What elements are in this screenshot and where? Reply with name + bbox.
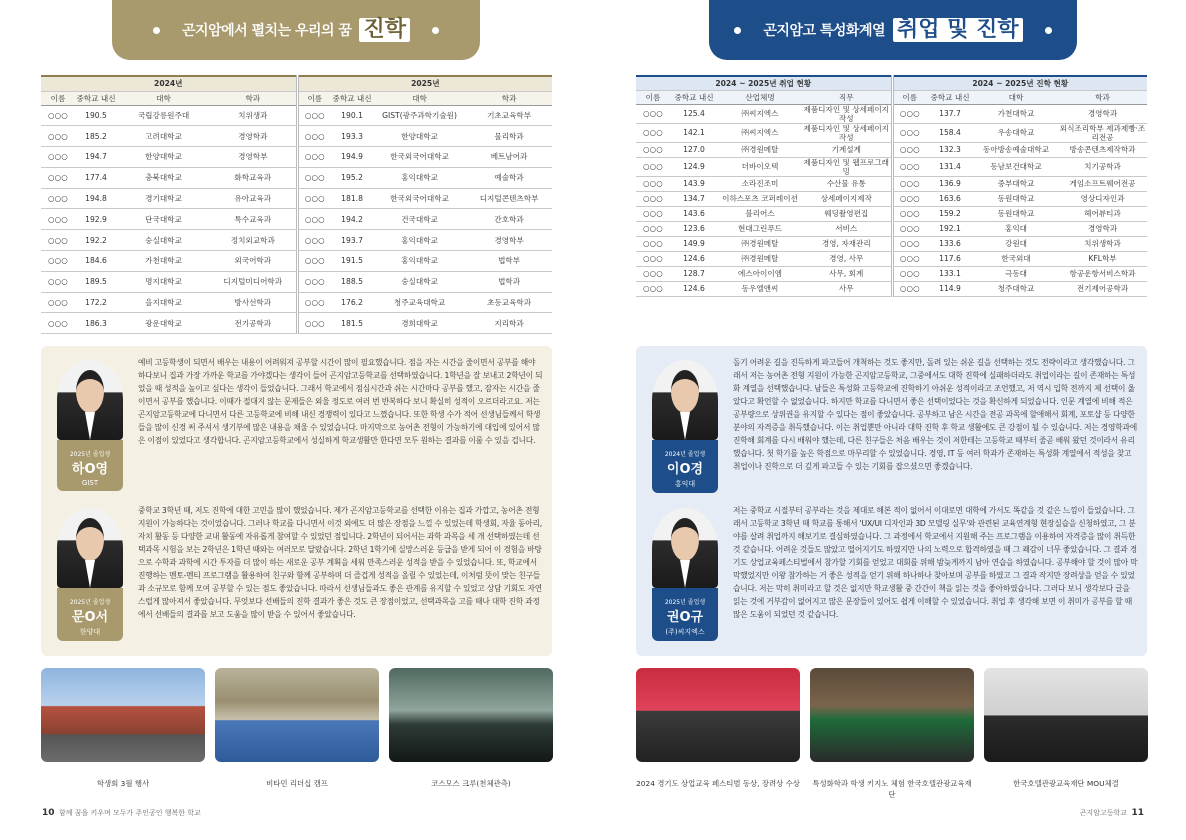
table-cell: 경영학과 [210,126,297,147]
table-cell: ○○○ [636,142,670,157]
table-cell: 193.3 [331,126,373,147]
table-cell: 베트남어과 [466,147,552,168]
table-cell: 143.9 [670,176,718,191]
testimonial-text: 예비 고등학생이 되면서 배우는 내용이 어려워져 공부할 시간이 많이 필요했습니다. 점을 자는 시간을 줄이면서 공부를 해야 하다보니 집과 가장 가까운 학교를 가야겠다는 생각이 들어 곤지암고등학교를 선택하였습니다. 1학년을 잘 보내고 2학년이 되었을 때 성적을 높이고 싶다는 생각이 들었습니다. 그래서 학교에서 점심시간과 쉬는 시간마다 공부를 했고, 잠자는 시간을 줄이면서 공부를 했습니다. 이때가 절대지 않는 문제들은 외울 정도로 여러 번 반복하다 보니 확실히 성적이 오르더라고요. 저는 곤지암고등학교에 다니면서 다른 고등학교에 비해 내신 경쟁력이 있다고 느꼈습니다. 또한 학생 수가 적어 선생님들께서 학생들을 많이 신경 써 주셔서 생기부에 많은 내용을 채울 수 있었습니다. 마지막으로 농어촌 전형이 가능하기에 대입에 있어서 많은 이점이 있었다고 생각합니다. 곤지암고등학교에서 성실하게 학교생활만 한다면 모두 원하는 결과를 이룰 수 있을 겁니다. [138,358,543,445]
table-cell: ○○○ [892,281,926,296]
column-header: 중학교 내신 [926,90,974,104]
photo-caption: 학생회 3월 행사 [96,779,150,788]
table-row [41,251,552,272]
table-cell: ○○○ [297,292,331,313]
table-cell: ○○○ [636,251,670,266]
table-cell: 181.8 [331,188,373,209]
table-cell: 194.7 [75,147,117,168]
table-cell: ○○○ [41,167,75,188]
table-cell: ○○○ [892,191,926,206]
table-cell: ○○○ [297,105,331,126]
table-cell: 웨딩촬영편집 [802,206,892,221]
table-cell: 특수교육과 [210,209,297,230]
event-photo [41,668,205,762]
student-profile [649,360,721,493]
table-cell: 128.7 [670,266,718,281]
table-cell: 경영학부 [210,147,297,168]
table-cell: 기초교육학부 [466,105,552,126]
table-cell: 경영학과 [1058,221,1147,236]
table-cell: 제품디자인 및 웹프로그래밍 [802,157,892,176]
graduate-label: 2025년 졸업생 [69,599,111,606]
table-cell: 청주대학교 [974,281,1058,296]
table-cell: 외국어학과 [210,251,297,272]
table-cell: 청주교육대학교 [373,292,466,313]
table-cell: 수산물 유통 [802,176,892,191]
column-header: 이름 [892,90,926,104]
table-cell: 194.9 [331,147,373,168]
table-cell: 건국대학교 [373,209,466,230]
table-cell: ○○○ [892,157,926,176]
table-cell: ㈜경원메탈 [718,251,802,266]
table-cell: 한국외국어대학교 [373,188,466,209]
table-cell: ㈜씨지엑스 [718,104,802,123]
graduate-label: 2024년 졸업생 [664,451,706,458]
table-cell: 지리학과 [466,313,552,334]
festival-photo [636,668,800,762]
column-header: 이름 [41,91,75,105]
table-cell: ○○○ [297,251,331,272]
right-page [593,0,1186,840]
table-cell: ○○○ [636,266,670,281]
table-cell: 예술학과 [466,167,552,188]
table-cell: 동우엘앤씨 [718,281,802,296]
table-row [636,191,1147,206]
camp-photo [215,668,379,762]
testimonial-text: 중학교 3학년 때, 저도 진학에 대한 고민을 많이 했었습니다. 제가 곤지암고등학교를 선택한 이유는 집과 가깝고, 농어촌 전형 지원이 가능하다는 것이었습니다. 그러나 학교를 다니면서 이것 외에도 더 많은 장점을 느낄 수 있었는데 학생회, 자율 동아리, 자치 활동 등 다양한 교내 활동에 자유롭게 참여할 수 있었던 점입니다. 2학년이 되어서는 과학 과목을 세 개 선택하였는데 선택과목 시험을 보는 2학년은 1학년 때와는 여러모로 달랐습니다. 2학년 1학기에 실망스러운 등급을 받게 되어 이 경험을 바탕으로 수학과 과학에 시간 투자를 더 많이 하는 새로운 공부 계획을 세워 만족스러운 성적을 받을 수 있었습니다. 또, 학교에서 진행하는 멘토-멘티 프로그램을 활용하여 친구와 함께 공부하며 더 즐겁게 성적을 올릴 수 있었는데, 이처럼 뜻이 맞는 친구들과 소규모로 함께 모여 공부할 수 있는 점도 좋았습니다. 따라서 선생님들과도 좋은 관계를 유지할 수 있었고 상담 기회도 자연스럽게 많아져서 좋았습니다. 무엇보다 선배들의 진학 결과가 좋은 것도 큰 장점이었고, 선택과목을 고를 때나 대학 진학 과정에서 선배들의 결과를 보고 도움을 많이 받을 수 있어서 좋았습니다. [138,506,542,619]
student-school: (주)씨지엑스 [665,628,705,636]
table-cell: ○○○ [41,251,75,272]
table-cell: 181.5 [331,313,373,334]
table-cell: ○○○ [892,236,926,251]
table-cell: 홍익대 [974,221,1058,236]
table-cell: 디지털콘텐츠학부 [466,188,552,209]
table-cell: ○○○ [41,188,75,209]
casino-photo [810,668,974,762]
table-cell: ○○○ [892,176,926,191]
table-cell: 영상디자인과 [1058,191,1147,206]
table-cell: 190.1 [331,105,373,126]
table-cell: 한국외국어대학교 [373,147,466,168]
left-banner [112,0,480,60]
testimonial-text: 돌기 어려운 길을 진득하게 파고들어 개척하는 것도 좋지만, 돌려 있는 쉬운 길을 선택하는 것도 전략이라고 생각했습니다. 그래서 저는 농어촌 전형 지원이 가능한 곤지암고등학교, 그중에서도 대학 진학에 실패하더라도 취업이라는 길이 존재하는 특성화 계열을 선택했습니다. 남들은 특성화 고등학교에 진학하기 아쉬운 성적이라고 조언했고, 저 역시 입학 전까지 제 선택이 옳았다고 확언할 수 없었습니다. 하지만 학교를 다니면서 좋은 선택이었다는 것을 확신하게 되었습니다. 인문 계열에 비해 적은 공부량으로 상위권을 유지할 수 있다는 점이 좋았습니다. 공부하고 남은 시간을 전공 과목에 할애해서 회계, 포토샵 등 다양한 분야의 자격증을 취득했습니다. 이는 취업뿐만 아니라 대학 진학 후 학교 생활에도 큰 강점이 될 수 있습니다. 저는 경영학과에 진학해 회계를 다시 배워야 했는데, 다른 친구들은 처음 배우는 것이 저한테는 고등학교 때부터 줄곧 배워 왔던 것이라서 유리했습니다. 첫 학기를 높은 학점으로 마무리할 수 있었습니다. 경영, IT 등 여러 학과가 존재하는 특성화 계열에서 적성을 찾고 취업이나 진학으로 더 깊게 파고들 수 있는 기회를 잡으셨으면 좋겠습니다. [733,358,1137,471]
table-cell: ○○○ [297,313,331,334]
table-cell: ○○○ [297,188,331,209]
table-cell: 현대그린푸드 [718,221,802,236]
footer-text: 곤지암고등학교 [1079,809,1128,817]
table-cell: 방사선학과 [210,292,297,313]
table-row [41,230,552,251]
table-cell: KFL학부 [1058,251,1147,266]
table-cell: 142.1 [670,123,718,142]
table-cell: 유아교육과 [210,188,297,209]
column-header: 대학 [373,91,466,105]
testimonial-text: 저는 중학교 시절부터 공부라는 것을 제대로 해본 적이 없어서 이대로면 대학에 가서도 똑같을 것 같은 느낌이 들었습니다. 그래서 고등학교 3학년 때 학교를 통해서 'UX/UI 디자인과 3D 모델링 실무'와 관련된 교육연계형 현장실습을 신청하였고, 그 분야를 살려 취업까지 해보기로 결심하였습니다. 그 과정에서 학교에서 지원해 주는 프로그램을 이용하여 자격증을 많이 취득한 것 같습니다. 어려운 것들도 많았고 떨어지기도 하였지만 나의 노력으로 합격하였을 때 그 쾌감이 너무 좋았습니다. 그 결과 경기도 상업교육페스티벌에서 참가할 기회를 얻었고 대회를 위해 밤늦게까지 남아 연습을 하였습니다. 공부해야 할 것이 많아 막막했었지만 이왕 참가하는 거 좋은 성적을 얻기 위해 하나하나 찾아보며 공부를 하였고 그 결과 작지만 장려상을 얻을 수 있었습니다. 저는 막히 취미라고 할 것은 없지만 학교생활 중 간간이 책을 읽는 것을 좋아하였습니다. 그러다 보니 생각보다 글을 읽는 것에 거부감이 없어지고 많은 문장들이 있어도 쉽게 이해할 수 있었습니다. 취업 후 생각해 보면 이 취미가 공부를 할 때 많은 도움이 되었던 것 같습니다. [733,506,1138,619]
student-photo [57,360,123,440]
table-cell: 가천대학교 [117,251,210,272]
table-cell: ○○○ [41,271,75,292]
table-cell: ○○○ [297,147,331,168]
column-header: 중학교 내신 [75,91,117,105]
table-cell: 117.6 [926,251,974,266]
table-cell: 133.6 [926,236,974,251]
column-header: 학과 [1058,90,1147,104]
table-cell: ○○○ [636,221,670,236]
table-cell: 192.1 [926,221,974,236]
table-cell: 치위생학과 [1058,236,1147,251]
table-cell: 194.2 [331,209,373,230]
table-cell: ㈜씨지엑스 [718,123,802,142]
column-header: 직무 [802,90,892,104]
column-header: 중학교 내신 [331,91,373,105]
photo-caption: 특성화학과 학생 키지노 체험 한국호텔관광교육재단 [812,779,972,799]
student-school: 한양대 [79,628,101,636]
table-row [41,126,552,147]
table-row [636,176,1147,191]
table-cell: 189.5 [75,271,117,292]
table-cell: ○○○ [297,271,331,292]
table-cell: 185.2 [75,126,117,147]
table-row [636,266,1147,281]
table-cell: ○○○ [892,221,926,236]
table-cell: ○○○ [41,126,75,147]
table-cell: 에스아이이엠 [718,266,802,281]
student-profile [54,360,126,491]
table-cell: 124.6 [670,251,718,266]
table-cell: 더바이오텍 [718,157,802,176]
table-row [636,221,1147,236]
table-cell: 177.4 [75,167,117,188]
student-school: 홍익대 [674,480,696,488]
right-banner [709,0,1077,60]
table-cell: 제품디자인 및 상세페이지 작성 [802,104,892,123]
page-number: 10 [42,808,55,818]
table-row [41,209,552,230]
table-cell: 항공운항서비스학과 [1058,266,1147,281]
table-cell: 을지대학교 [117,292,210,313]
table-cell: 치기공학과 [1058,157,1147,176]
table-group-employment: 2024 ~ 2025년 취업 현황 [636,76,892,90]
page-number: 11 [1131,808,1144,818]
table-cell: ㈜경원메탈 [718,236,802,251]
photo-caption: 한국호텔관광교육재단 MOU체결 [1013,779,1119,788]
table-cell: 188.5 [331,271,373,292]
table-cell: 한국외대 [974,251,1058,266]
student-photo [57,508,123,588]
table-cell: ○○○ [41,292,75,313]
table-cell: 기계설계 [802,142,892,157]
table-cell: ㈜경원메탈 [718,142,802,157]
banner-highlight: 취업 및 진학 [893,18,1023,42]
table-cell: ○○○ [297,230,331,251]
table-cell: 충북대학교 [117,167,210,188]
table-cell: 137.7 [926,104,974,123]
table-cell: 132.3 [926,142,974,157]
table-cell: 149.9 [670,236,718,251]
table-cell: ○○○ [892,206,926,221]
table-cell: ○○○ [892,251,926,266]
table-cell: ○○○ [636,157,670,176]
table-cell: ○○○ [636,104,670,123]
table-cell: 물리학과 [466,126,552,147]
table-cell: ○○○ [892,142,926,157]
table-cell: 단국대학교 [117,209,210,230]
table-row [636,157,1147,176]
footer [1080,808,1144,818]
student-name: 권O규 [666,610,704,625]
table-cell: ○○○ [636,236,670,251]
table-cell: 193.7 [331,230,373,251]
table-cell: 사무 [802,281,892,296]
column-header: 중학교 내신 [670,90,718,104]
table-cell: 192.2 [75,230,117,251]
table-cell: 경영, 사무 [802,251,892,266]
table-cell: ○○○ [636,191,670,206]
banner-title: 곤지암고 특성화계열 [763,23,885,39]
table-row [41,167,552,188]
table-cell: ○○○ [297,167,331,188]
table-cell: 디지털미디어학과 [210,271,297,292]
bullet-dot-icon [734,27,741,34]
table-cell: ○○○ [41,313,75,334]
table-group-university: 2024 ~ 2025년 진학 현황 [892,76,1147,90]
table-row [41,271,552,292]
table-cell: 176.2 [331,292,373,313]
table-cell: 동남보건대학교 [974,157,1058,176]
table-row [636,142,1147,157]
table-cell: 블리어스 [718,206,802,221]
table-cell: 134.7 [670,191,718,206]
table-cell: ○○○ [636,176,670,191]
column-header: 이름 [297,91,331,105]
mou-photo [984,668,1148,762]
bullet-dot-icon [1045,27,1052,34]
table-cell: 전기제어공학과 [1058,281,1147,296]
photo-caption: 비타민 리더십 캠프 [266,779,328,788]
table-cell: 외식조리학부 제과제빵·조리전공 [1059,123,1146,142]
table-cell: 114.9 [926,281,974,296]
table-cell: 법학부 [466,251,552,272]
column-header: 대학 [974,90,1058,104]
table-cell: 초등교육학과 [466,292,552,313]
table-cell: 소라진조미 [718,176,802,191]
table-cell: 홍익대학교 [373,230,466,251]
table-cell: 법학과 [466,271,552,292]
column-header: 학과 [466,91,552,105]
table-cell: ○○○ [892,266,926,281]
table-cell: 방송콘텐츠제작학과 [1058,142,1147,157]
table-row [636,206,1147,221]
table-cell: 전기공학과 [210,313,297,334]
table-cell: 이하스포츠 코퍼레이션 [718,191,802,206]
table-cell: 124.9 [670,157,718,176]
table-cell: 192.9 [75,209,117,230]
table-cell: 172.2 [75,292,117,313]
table-cell: 강원대 [974,236,1058,251]
table-row [636,123,1147,142]
table-cell: 186.3 [75,313,117,334]
student-name: 하O영 [71,462,109,477]
table-cell: 국립강릉원주대 [117,105,210,126]
table-cell: ○○○ [892,104,926,123]
table-cell: 숭실대학교 [373,271,466,292]
university-admission-table [41,75,552,334]
table-cell: 서비스 [802,221,892,236]
table-cell: 한양대학교 [117,147,210,168]
footer [42,808,201,818]
table-cell: 184.6 [75,251,117,272]
table-cell: ○○○ [41,209,75,230]
table-cell: 190.5 [75,105,117,126]
table-cell: 125.4 [670,104,718,123]
table-cell: 경영, 자재관리 [802,236,892,251]
table-cell: 경기대학교 [117,188,210,209]
table-cell: ○○○ [297,209,331,230]
table-cell: ○○○ [636,206,670,221]
table-row [41,105,552,126]
table-cell: 극동대 [974,266,1058,281]
table-cell: 136.9 [926,176,974,191]
table-cell: 우송대학교 [974,123,1058,142]
table-cell: ○○○ [892,123,926,142]
table-cell: 159.2 [926,206,974,221]
table-cell: 133.1 [926,266,974,281]
column-header: 이름 [636,90,670,104]
table-group-2024: 2024년 [41,76,297,91]
table-cell: 195.2 [331,167,373,188]
banner-highlight: 진학 [359,18,410,42]
column-header: 대학 [117,91,210,105]
table-cell: 동아방송예술대학교 [974,142,1058,157]
graduate-label: 2025년 졸업생 [664,599,706,606]
table-cell: 광운대학교 [117,313,210,334]
column-header: 산업체명 [718,90,802,104]
table-cell: 정치외교학과 [210,230,297,251]
graduate-label: 2025년 졸업생 [69,451,111,458]
table-row [41,292,552,313]
student-name: 문O서 [71,610,109,625]
column-header: 학과 [210,91,297,105]
table-row [636,104,1147,123]
student-name: 이O경 [666,462,704,477]
table-cell: ○○○ [41,147,75,168]
table-cell: 127.0 [670,142,718,157]
table-cell: 163.6 [926,191,974,206]
footer-text: 함께 꿈을 키우며 모두가 주인공인 행복한 학교 [58,809,201,817]
table-cell: 158.4 [926,123,974,142]
table-cell: 고려대학교 [117,126,210,147]
table-cell: 123.6 [670,221,718,236]
photo-caption: 코스모스 크루(천체관측) [431,779,511,788]
student-profile [54,508,126,641]
table-cell: 131.4 [926,157,974,176]
table-cell: 화학교육과 [210,167,297,188]
table-cell: 191.5 [331,251,373,272]
table-cell: 상세페이지제작 [802,191,892,206]
student-school: GIST [81,479,99,487]
table-row [636,236,1147,251]
table-row [636,251,1147,266]
table-cell: ○○○ [41,230,75,251]
student-profile [649,508,721,641]
stargazing-photo [389,668,553,762]
table-cell: ○○○ [636,123,670,142]
table-cell: 한양대학교 [373,126,466,147]
table-cell: ○○○ [41,105,75,126]
table-cell: 동원대학교 [974,191,1058,206]
banner-title: 곤지암에서 펼치는 우리의 꿈 [182,23,352,39]
table-row [41,188,552,209]
table-cell: 간호학과 [466,209,552,230]
table-row [41,313,552,334]
table-cell: ○○○ [636,281,670,296]
table-cell: 경영학과 [1058,104,1147,123]
table-cell: GIST(광주과학기술원) [373,105,466,126]
table-cell: 동원대학교 [974,206,1058,221]
table-cell: 헤어뷰티과 [1058,206,1147,221]
student-photo [652,508,718,588]
table-cell: 제품디자인 및 상세페이지 작성 [802,123,892,142]
table-cell: 중부대학교 [974,176,1058,191]
table-cell: 게임소프트웨어전공 [1058,176,1147,191]
table-cell: 124.6 [670,281,718,296]
employment-admission-table [636,75,1147,297]
table-cell: 홍익대학교 [373,167,466,188]
table-group-2025: 2025년 [297,76,552,91]
table-cell: 143.6 [670,206,718,221]
table-cell: 홍익대학교 [373,251,466,272]
table-cell: 명지대학교 [117,271,210,292]
table-cell: 사무, 회계 [802,266,892,281]
bullet-dot-icon [432,27,439,34]
table-cell: 경희대학교 [373,313,466,334]
table-cell: 숭실대학교 [117,230,210,251]
bullet-dot-icon [153,27,160,34]
table-cell: 치위생과 [210,105,297,126]
table-cell: 가천대학교 [974,104,1058,123]
table-row [41,147,552,168]
table-row [636,281,1147,296]
table-cell: 194.8 [75,188,117,209]
student-photo [652,360,718,440]
table-cell: ○○○ [297,126,331,147]
photo-caption: 2024 경기도 상업교육 페스티벌 동상, 장려상 수상 [636,779,800,788]
table-cell: 경영학부 [466,230,552,251]
